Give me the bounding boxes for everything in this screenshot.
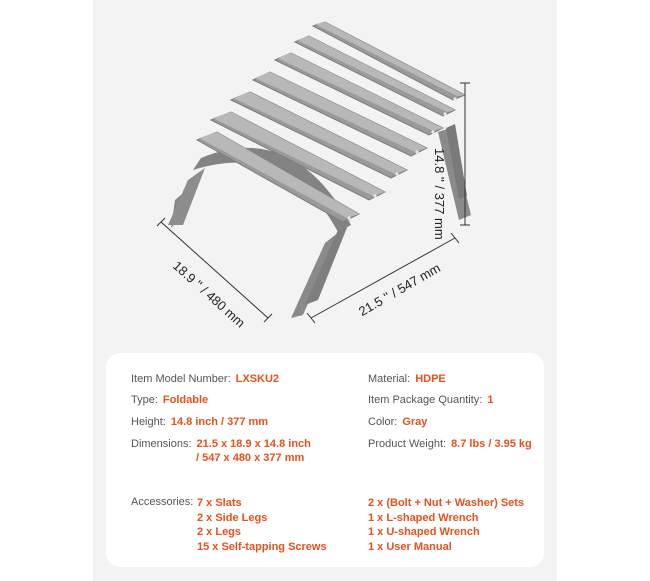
package-quantity-row bbox=[368, 394, 493, 406]
depth-dimension-label: 18.9 '' / 480 mm bbox=[169, 258, 249, 331]
model-number-label: Item Model Number: bbox=[131, 373, 231, 385]
height-label: Height: bbox=[131, 416, 166, 428]
material-value: HDPE bbox=[415, 373, 446, 385]
weight-label: Product Weight: bbox=[368, 438, 447, 450]
accessory-item: 2 x Legs bbox=[197, 526, 242, 538]
height-row bbox=[131, 416, 268, 428]
weight-value: 8.7 lbs / 3.95 kg bbox=[451, 438, 532, 450]
accessories-label bbox=[131, 496, 193, 508]
type-row bbox=[131, 394, 208, 406]
height-dimension-label: 14.8 '' / 377 mm bbox=[432, 148, 447, 240]
accessories-right-list bbox=[368, 496, 524, 554]
model-number-value: LXSKU2 bbox=[235, 373, 280, 385]
material-row bbox=[368, 373, 446, 385]
weight-row bbox=[368, 438, 532, 450]
accessory-item: 1 x User Manual bbox=[368, 540, 452, 553]
dimensions-label: Dimensions: bbox=[131, 438, 192, 450]
package-quantity-label: Item Package Quantity: bbox=[368, 394, 483, 406]
dimensions-value-1: 21.5 x 18.9 x 14.8 inch bbox=[196, 438, 311, 450]
accessories-label-text: Accessories: bbox=[131, 496, 194, 508]
model-number-row bbox=[131, 373, 279, 385]
accessory-item: 7 x Slats bbox=[197, 497, 242, 509]
color-row bbox=[368, 416, 427, 428]
color-value: Gray bbox=[402, 416, 428, 428]
accessory-item: 1 x L-shaped Wrench bbox=[368, 511, 479, 524]
width-dimension-label: 21.5 '' / 547 mm bbox=[356, 260, 443, 319]
ottoman-illustration bbox=[93, 0, 557, 350]
accessories-left-list bbox=[197, 496, 327, 554]
accessory-item: 15 x Self-tapping Screws bbox=[197, 540, 327, 553]
package-quantity-value: 1 bbox=[487, 394, 494, 406]
material-label: Material: bbox=[368, 373, 411, 385]
color-label: Color: bbox=[368, 416, 398, 428]
height-value: 14.8 inch / 377 mm bbox=[170, 416, 269, 428]
type-label: Type: bbox=[131, 394, 158, 406]
accessory-item: 1 x U-shaped Wrench bbox=[368, 526, 480, 538]
dimensions-value-2: / 547 x 480 x 377 mm bbox=[196, 452, 305, 464]
accessory-item: 2 x (Bolt + Nut + Washer) Sets bbox=[368, 497, 525, 509]
dimensions-row bbox=[131, 438, 311, 450]
type-value: Foldable bbox=[162, 394, 209, 406]
accessory-item: 2 x Side Legs bbox=[197, 511, 268, 524]
